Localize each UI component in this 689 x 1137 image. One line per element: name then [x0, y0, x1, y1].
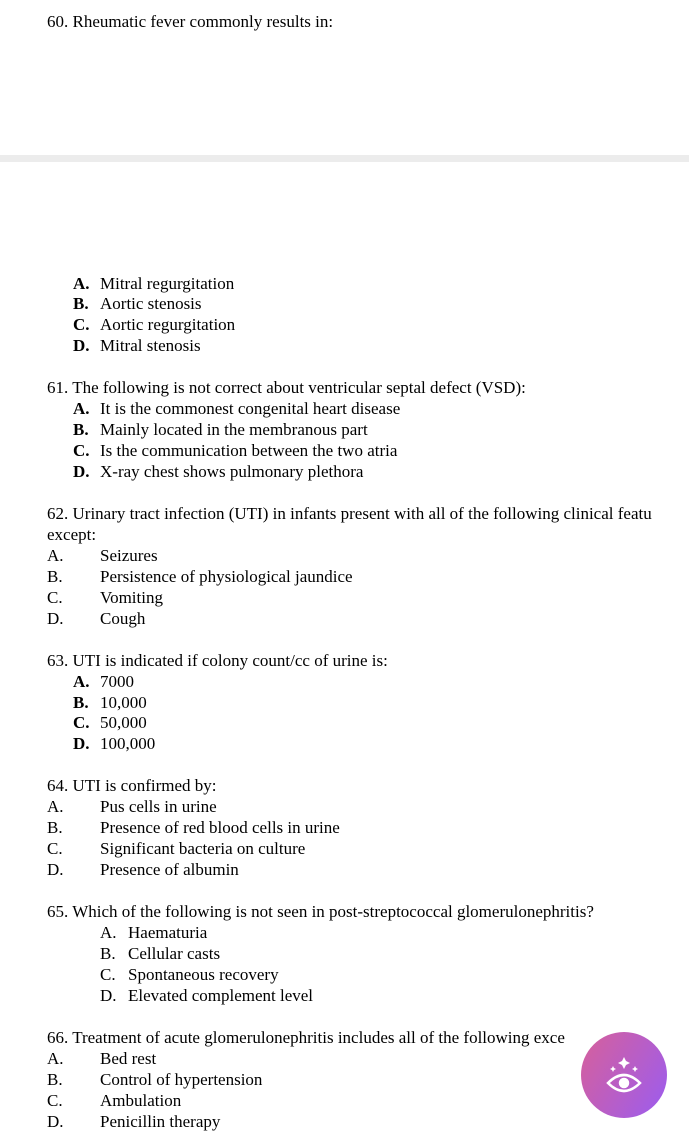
answer-option[interactable] [73, 441, 397, 461]
option-text: Significant bacteria on culture [100, 839, 306, 858]
option-letter: B. [47, 1070, 63, 1089]
option-text: Ambulation [100, 1091, 182, 1110]
answer-option[interactable] [100, 923, 207, 943]
answer-option[interactable] [73, 274, 234, 294]
option-letter: B. [47, 567, 63, 586]
option-letter: A. [47, 1049, 64, 1068]
option-letter: D. [47, 1112, 64, 1131]
question-title: 61. The following is not correct about ventricular septal defect (VSD): [47, 378, 526, 397]
option-letter: A. [47, 797, 64, 816]
page-divider [0, 155, 689, 162]
answer-option[interactable] [47, 1112, 220, 1132]
answer-option[interactable] [47, 860, 239, 880]
option-text: 7000 [100, 672, 134, 691]
option-text: Penicillin therapy [100, 1112, 221, 1131]
option-text: Cough [100, 609, 146, 628]
ai-assistant-button[interactable] [581, 1032, 667, 1118]
answer-option[interactable] [47, 1070, 262, 1090]
option-text: It is the commonest congenital heart disease [100, 399, 401, 418]
option-letter: C. [47, 588, 63, 607]
answer-option[interactable] [47, 1091, 181, 1111]
option-text: Control of hypertension [100, 1070, 263, 1089]
option-text: Mitral regurgitation [100, 274, 235, 293]
option-letter: D. [47, 609, 64, 628]
question-title-continued: except: [47, 525, 97, 544]
option-letter: A. [73, 274, 90, 293]
option-letter: A. [73, 399, 90, 418]
option-text: Pus cells in urine [100, 797, 217, 816]
option-letter: D. [47, 860, 64, 879]
answer-option[interactable] [73, 693, 147, 713]
option-text: 100,000 [100, 734, 156, 753]
question-title: 63. UTI is indicated if colony count/cc of urine is: [47, 651, 388, 670]
answer-option[interactable] [47, 1049, 156, 1069]
option-text: Bed rest [100, 1049, 157, 1068]
question-title: 60. Rheumatic fever commonly results in: [47, 12, 334, 31]
answer-option[interactable] [73, 294, 202, 314]
option-letter: D. [73, 336, 90, 355]
option-text: 10,000 [100, 693, 147, 712]
option-text: Persistence of physiological jaundice [100, 567, 353, 586]
option-text: Aortic regurgitation [100, 315, 236, 334]
option-text: Elevated complement level [128, 986, 314, 1005]
answer-option[interactable] [73, 672, 134, 692]
option-text: Presence of red blood cells in urine [100, 818, 340, 837]
option-text: Vomiting [100, 588, 163, 607]
option-text: Mitral stenosis [100, 336, 201, 355]
answer-option[interactable] [73, 420, 368, 440]
answer-option[interactable] [73, 399, 400, 419]
option-text: X-ray chest shows pulmonary plethora [100, 462, 364, 481]
option-text: Haematuria [128, 923, 208, 942]
option-letter: B. [73, 294, 89, 313]
question-title: 62. Urinary tract infection (UTI) in infants present with all of the following clinical featu [47, 504, 652, 523]
answer-option[interactable] [47, 588, 163, 608]
question-title: 66. Treatment of acute glomerulonephritis includes all of the following exce [47, 1028, 565, 1047]
question-title: 65. Which of the following is not seen in post-streptococcal glomerulonephritis? [47, 902, 594, 921]
answer-option[interactable] [100, 944, 220, 964]
answer-option[interactable] [47, 567, 353, 587]
option-text: Aortic stenosis [100, 294, 202, 313]
answer-option[interactable] [73, 336, 201, 356]
option-letter: C. [73, 315, 90, 334]
option-letter: B. [73, 420, 89, 439]
answer-option[interactable] [47, 797, 217, 817]
answer-option[interactable] [73, 713, 147, 733]
eye-sparkle-icon [602, 1053, 646, 1097]
option-letter: C. [73, 713, 90, 732]
answer-option[interactable] [73, 462, 363, 482]
option-letter: B. [100, 944, 116, 963]
option-text: Mainly located in the membranous part [100, 420, 368, 439]
option-letter: A. [47, 546, 64, 565]
answer-option[interactable] [47, 546, 158, 566]
option-text: Cellular casts [128, 944, 221, 963]
option-letter: C. [73, 441, 90, 460]
option-letter: C. [100, 965, 116, 984]
answer-option[interactable] [73, 734, 155, 754]
option-text: Spontaneous recovery [128, 965, 279, 984]
answer-option[interactable] [47, 818, 340, 838]
answer-option[interactable] [100, 965, 279, 985]
option-letter: A. [73, 672, 90, 691]
option-text: Is the communication between the two atria [100, 441, 398, 460]
option-letter: C. [47, 839, 63, 858]
option-letter: A. [100, 923, 117, 942]
answer-option[interactable] [47, 839, 305, 859]
option-letter: B. [73, 693, 89, 712]
option-letter: D. [73, 734, 90, 753]
option-text: Presence of albumin [100, 860, 239, 879]
option-letter: D. [73, 462, 90, 481]
option-letter: C. [47, 1091, 63, 1110]
answer-option[interactable] [100, 986, 313, 1006]
option-text: Seizures [100, 546, 158, 565]
answer-option[interactable] [47, 609, 145, 629]
question-title: 64. UTI is confirmed by: [47, 776, 217, 795]
answer-option[interactable] [73, 315, 235, 335]
option-letter: B. [47, 818, 63, 837]
option-letter: D. [100, 986, 117, 1005]
option-text: 50,000 [100, 713, 147, 732]
